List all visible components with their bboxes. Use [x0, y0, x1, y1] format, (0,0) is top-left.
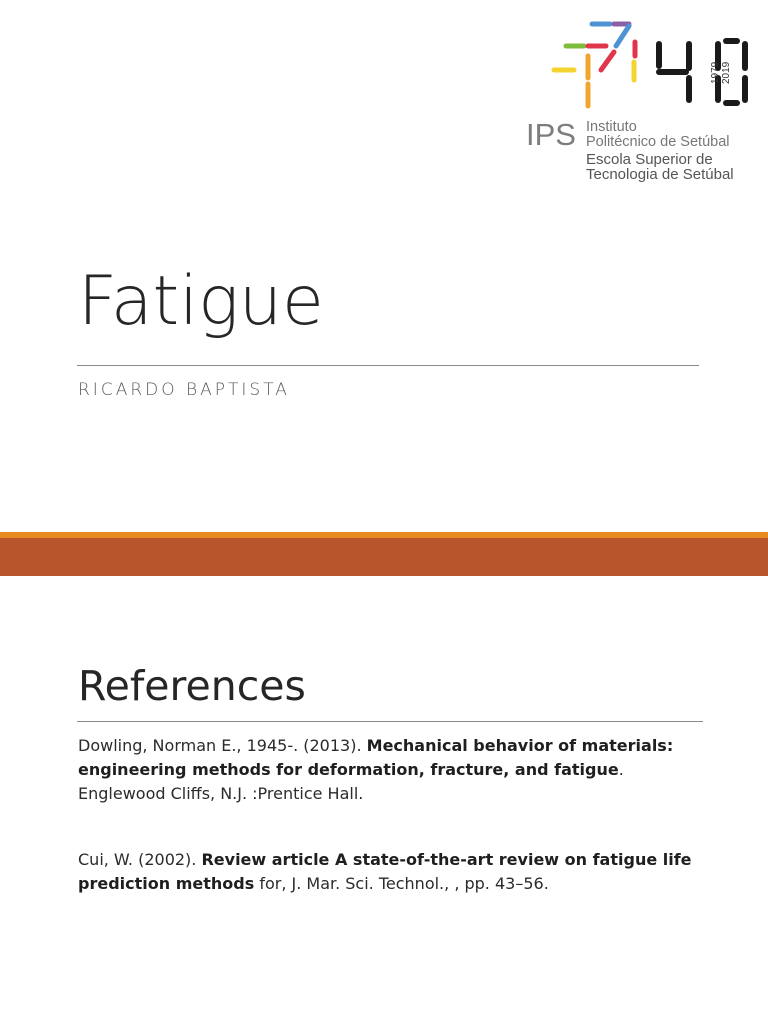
school-line-1: Escola Superior de — [586, 151, 713, 168]
references-title: References — [78, 662, 306, 710]
reference-item — [78, 848, 708, 896]
reference-item — [78, 734, 708, 806]
reference-suffix: . Englewood Cliffs, N.J. :Prentice Hall. — [78, 760, 624, 803]
logo-dash-blue-diag — [616, 26, 629, 46]
anniversary-years: 1979 2019 — [710, 61, 732, 84]
reference-suffix: for, J. Mar. Sci. Technol., , pp. 43–56. — [254, 874, 549, 893]
author-name: RICARDO BAPTISTA — [78, 380, 290, 400]
logo-dash-red-diag — [601, 52, 614, 70]
institute-line-2: Politécnico de Setúbal — [586, 134, 730, 150]
reference-title: Review article A state-of-the-art review on fatigue life prediction methods — [78, 850, 692, 893]
ips-logo — [526, 16, 756, 188]
reference-title: Mechanical behavior of materials: engineering methods for deformation, fracture, and fatigue — [78, 736, 674, 779]
references-divider — [77, 721, 703, 722]
ips-acronym: IPS — [526, 117, 576, 152]
institute-name — [586, 120, 734, 182]
presentation-title: Fatigue — [78, 262, 324, 341]
anniversary-number-graphic — [659, 41, 745, 103]
slide-separator-band — [0, 538, 768, 576]
references-slide — [0, 576, 768, 1024]
reference-prefix: Dowling, Norman E., 1945-. (2013). — [78, 736, 367, 755]
school-line-2: Tecnologia de Setúbal — [586, 166, 734, 183]
references-list — [78, 734, 708, 896]
title-divider — [77, 365, 699, 366]
institute-line-1: Instituto — [586, 119, 637, 135]
reference-prefix: Cui, W. (2002). — [78, 850, 202, 869]
